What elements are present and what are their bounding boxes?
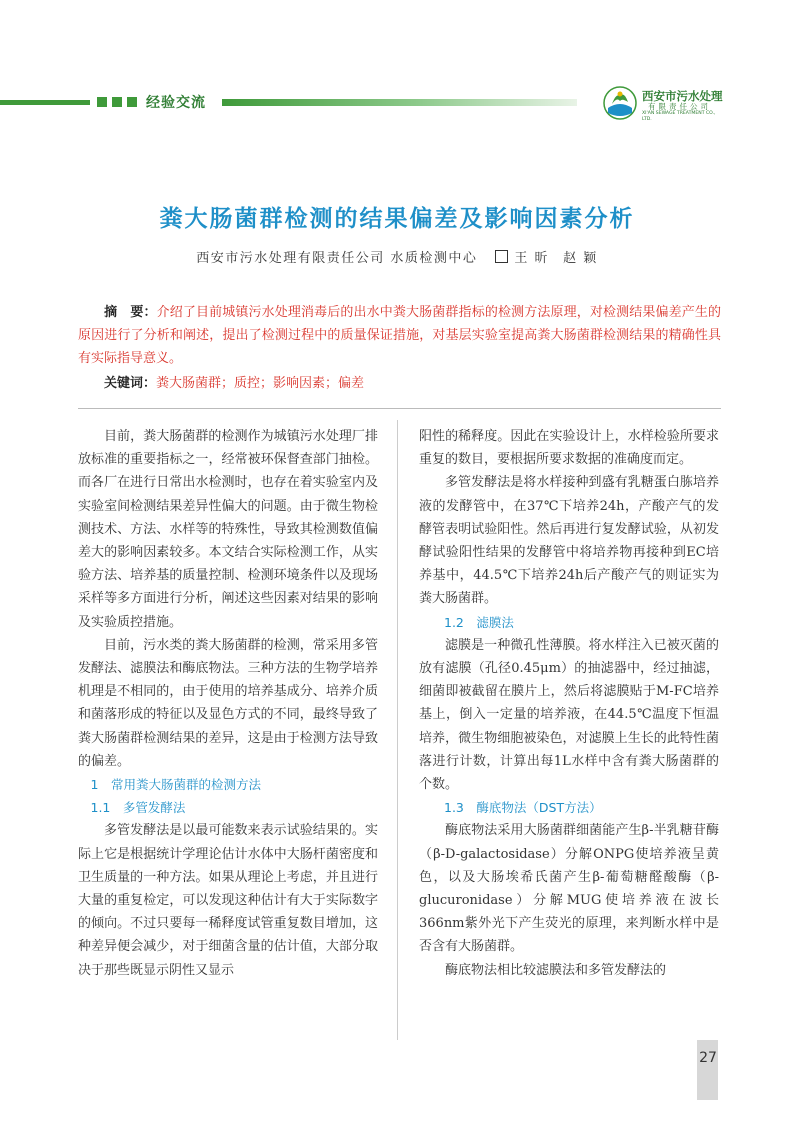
header-square-3 [127,97,137,107]
header-square-1 [97,97,107,107]
right-column [419,425,719,982]
abstract-text: 介绍了目前城镇污水处理消毒后的出水中粪大肠菌群指标的检测方法原理，对检测结果偏差产生的原因进行了分析和阐述，提出了检测过程中的质量保证措施，对基层实验室提高粪大肠菌群检测结果的精确性具有实际指导意义。 [78,305,721,366]
paragraph: 多管发酵法是以最可能数来表示试验结果的。实际上它是根据统计学理论估计水体中大肠杆菌密度和卫生质量的一种方法。如果从理论上考虑，并且进行大量的重复检定，可以发现这种估计有大于实际数字的倾向。不过只要每一稀释度试管重复数目增加，这种差异便会减少，对于细菌含量的估计值，大部分取决于那些既显示阴性又显示 [78,823,378,978]
abstract-label: 摘 要： [104,305,157,320]
paragraph: 酶底物法相比较滤膜法和多管发酵法的 [445,962,667,978]
header-square-2 [112,97,122,107]
abstract [78,301,721,370]
logo-company-suffix-cn: 有限责任公司 [648,102,711,111]
header-green-bar [0,100,90,105]
keywords-text: 粪大肠菌群；质控；影响因素；偏差 [156,376,365,391]
section-label: 经验交流 [146,95,206,111]
abstract-divider [78,408,721,409]
article-title: 粪大肠菌群检测的结果偏差及影响因素分析 [159,206,635,232]
keywords-label: 关键词： [104,376,157,391]
paragraph: 目前，粪大肠菌群的检测作为城镇污水处理厂排放标准的重要指标之一，经常被环保督查部门抽检。而各厂在进行日常出水检测时，也存在着实验室内及实验室间检测结果差异性偏大的问题。由于微生物检测技术、方法、水样等的特殊性，导致其检测数值偏差大的影响因素较多。本文结合实际检测工作，从实验方法、培养基的质量控制、检测环境条件以及现场采样等多方面进行分析，阐述这些因素对结果的影响及实验质控措施。 [78,429,378,630]
subsection-heading: 1.1 多管发酵法 [90,800,186,816]
square-bullet-icon [495,250,508,263]
page-number-tab [697,1040,718,1100]
paragraph: 目前，污水类的粪大肠菌群的检测，常采用多管发酵法、滤膜法和酶底物法。三种方法的生物学培养机理是不相同的，由于使用的培养基成分、培养介质和菌落形成的特征以及显色方式的不同，最终导致了粪大肠菌群检测结果的差异，这是由于检测方法导致的偏差。 [78,637,378,769]
subsection-heading: 1.3 酶底物法（DST方法） [444,800,602,816]
keywords [104,372,364,395]
left-column [78,425,378,982]
section-heading: 1 常用粪大肠菌群的检测方法 [90,777,261,793]
paragraph: 酶底物法采用大肠菌群细菌能产生β-半乳糖苷酶（β-D-galactosidase）分解ONPG使培养液呈黄色，以及大肠埃希氏菌产生β-葡萄糖醛酸酶（β-glucuronidase）分解MUG使培养液在波长366nm紫外光下产生荧光的原理，来判断水样中是否含有大肠菌群。 [419,823,719,955]
paragraph: 多管发酵法是将水样接种到盛有乳糖蛋白胨培养液的发酵管中，在37℃下培养24h，产酸产气的发酵管表明试验阳性。然后再进行复发酵试验，从初发酵试验阳性结果的发酵管中将培养物再接种到EC培养基中，44.5℃下培养24h后产酸产气的则证实为粪大肠菌群。 [419,475,719,607]
logo-company-name-cn: 西安市污水处理 [642,89,723,103]
company-logo-icon [603,86,637,120]
logo-company-name-en: XI'AN SEWAGE TREATMENT CO., LTD. [642,111,716,122]
author-2: 赵 颖 [563,251,598,266]
paragraph: 滤膜是一种微孔性薄膜。将水样注入已被灭菌的放有滤膜（孔径0.45μm）的抽滤器中，经过抽滤，细菌即被截留在膜片上，然后将滤膜贴于M-FC培养基上，倒入一定量的培养液，在44.5℃温度下恒温培养，微生物细胞被染色，对滤膜上生长的此特性菌落进行计数，计算出每1L水样中含有粪大肠菌群的个数。 [419,637,719,793]
byline [0,247,794,266]
author-1: 王 昕 [514,251,550,266]
column-divider [397,420,398,1040]
author-organization: 西安市污水处理有限责任公司 水质检测中心 [196,251,478,266]
page-number: 27 [699,1050,717,1066]
subsection-heading: 1.2 滤膜法 [444,614,514,630]
header-gradient-line [222,99,577,106]
paragraph: 阳性的稀释度。因此在实验设计上，水样检验所要求重复的数目，要根据所要求数据的准确度而定。 [419,429,719,468]
